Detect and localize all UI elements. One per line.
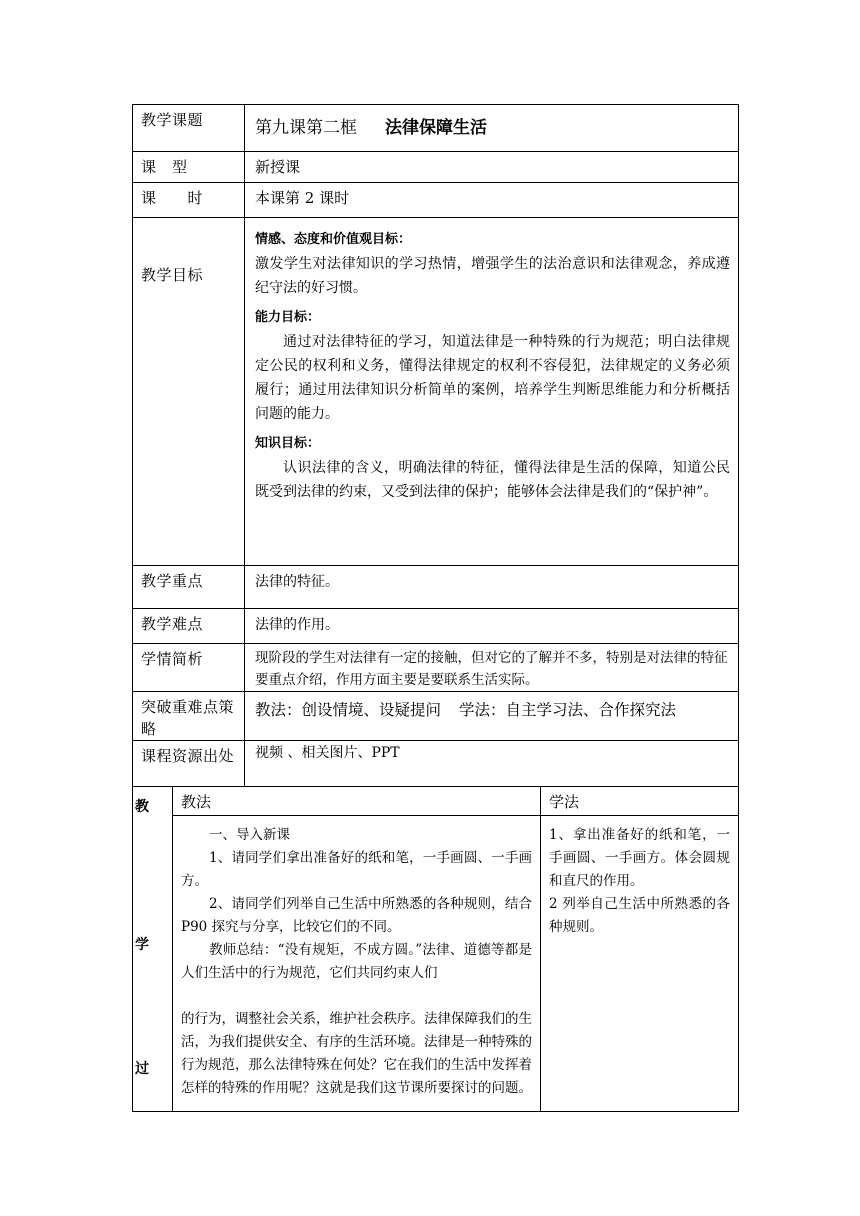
knowledge-heading: 知识目标： bbox=[255, 436, 321, 451]
lesson-plan-table bbox=[132, 104, 739, 1112]
difficulty-label: 教学难点 bbox=[133, 609, 245, 644]
ability-text: 通过对法律特征的学习，知道法律是一种特殊的行为规范；明白法律规定公民的权利和义务，懂得法律规定的权利不容侵犯，法律规定的义务必须履行；通过用法律知识分析简单的案例，培养学生判断思维能力和分析概括问题的能力。 bbox=[255, 334, 731, 422]
teach-paragraph: 的行为，调整社会关系，维护社会秩序。法律保障我们的生活，为我们提供安全、有序的生活环境。法律是一种特殊的行为规范，那么法律特殊在何处？它在我们的生活中发挥着怎样的特殊的作用呢？这就是我们这节课所要探讨的问题。 bbox=[181, 1011, 533, 1096]
strategy-label: 突破重难点策略 bbox=[133, 692, 245, 741]
row-resources bbox=[133, 741, 739, 787]
topic-value bbox=[245, 105, 739, 152]
process-char-1: 教 bbox=[135, 799, 149, 815]
strategy-teach: 教法：创设情境、设疑提问 bbox=[255, 701, 442, 719]
key-point-value: 法律的特征。 bbox=[245, 566, 739, 609]
learn-paragraph: 1、拿出准备好的纸和笔，一手画圆、一手画方。体会圆规和直尺的作用。 bbox=[549, 827, 731, 889]
analysis-value: 现阶段的学生对法律有一定的接触，但对它的了解并不多，特别是对法律的特征要重点介绍，作用方面主要是要联系生活实际。 bbox=[245, 644, 739, 692]
learn-method-header: 学法 bbox=[541, 787, 739, 816]
period-value: 本课第 2 课时 bbox=[245, 183, 739, 218]
row-difficulty bbox=[133, 609, 739, 644]
resources-label: 课程资源出处 bbox=[133, 741, 245, 787]
strategy-learn: 学法：自主学习法、合作探究法 bbox=[459, 701, 677, 719]
teach-paragraph: 教师总结：“没有规矩，不成方圆。”法律、道德等都是人们生活中的行为规范，它们共同约束人们 bbox=[181, 942, 533, 981]
objectives-label: 教学目标 bbox=[133, 218, 245, 566]
row-process-body bbox=[133, 816, 739, 1112]
row-objectives bbox=[133, 218, 739, 566]
teach-paragraph: 2、请同学们列举自己生活中所熟悉的各种规则，结合 P90 探究与分享，比较它们的不同。 bbox=[181, 896, 533, 935]
period-label: 课 时 bbox=[133, 183, 245, 218]
difficulty-value: 法律的作用。 bbox=[245, 609, 739, 644]
type-value: 新授课 bbox=[245, 152, 739, 183]
knowledge-text: 认识法律的含义，明确法律的特征，懂得法律是生活的保障，知道公民既受到法律的约束，又受到法律的保护；能够体会法律是我们的“保护神”。 bbox=[255, 460, 731, 500]
objectives-content bbox=[245, 218, 739, 566]
learn-paragraph: 2 列举自己生活中所熟悉的各种规则。 bbox=[549, 896, 731, 935]
process-char-2: 学 bbox=[135, 937, 149, 953]
topic-value-prefix: 第九课第二框 bbox=[255, 118, 358, 138]
row-type bbox=[133, 152, 739, 183]
row-key-point bbox=[133, 566, 739, 609]
row-period bbox=[133, 183, 739, 218]
process-char-3: 过 bbox=[135, 1061, 149, 1077]
type-label: 课 型 bbox=[133, 152, 245, 183]
row-process-header bbox=[133, 787, 739, 816]
key-point-label: 教学重点 bbox=[133, 566, 245, 609]
process-side-label bbox=[133, 787, 173, 1112]
teach-paragraph: 1、请同学们拿出准备好的纸和笔，一手画圆、一手画方。 bbox=[181, 850, 533, 889]
resources-value: 视频 、相关图片、PPT bbox=[245, 741, 739, 787]
row-strategy bbox=[133, 692, 739, 741]
learn-method-content bbox=[541, 816, 739, 1112]
strategy-value bbox=[245, 692, 739, 741]
emotion-heading: 情感、态度和价值观目标： bbox=[255, 232, 412, 247]
topic-value-bold: 法律保障生活 bbox=[385, 118, 488, 138]
topic-label: 教学课题 bbox=[133, 105, 245, 152]
teach-method-header: 教法 bbox=[173, 787, 541, 816]
teach-method-content bbox=[173, 816, 541, 1112]
row-analysis bbox=[133, 644, 739, 692]
teach-paragraph: 一、导入新课 bbox=[209, 827, 290, 843]
ability-heading: 能力目标： bbox=[255, 310, 321, 325]
analysis-label: 学情简析 bbox=[133, 644, 245, 692]
emotion-text: 激发学生对法律知识的学习热情，增强学生的法治意识和法律观念，养成遵纪守法的好习惯。 bbox=[255, 256, 731, 296]
row-topic bbox=[133, 105, 739, 152]
